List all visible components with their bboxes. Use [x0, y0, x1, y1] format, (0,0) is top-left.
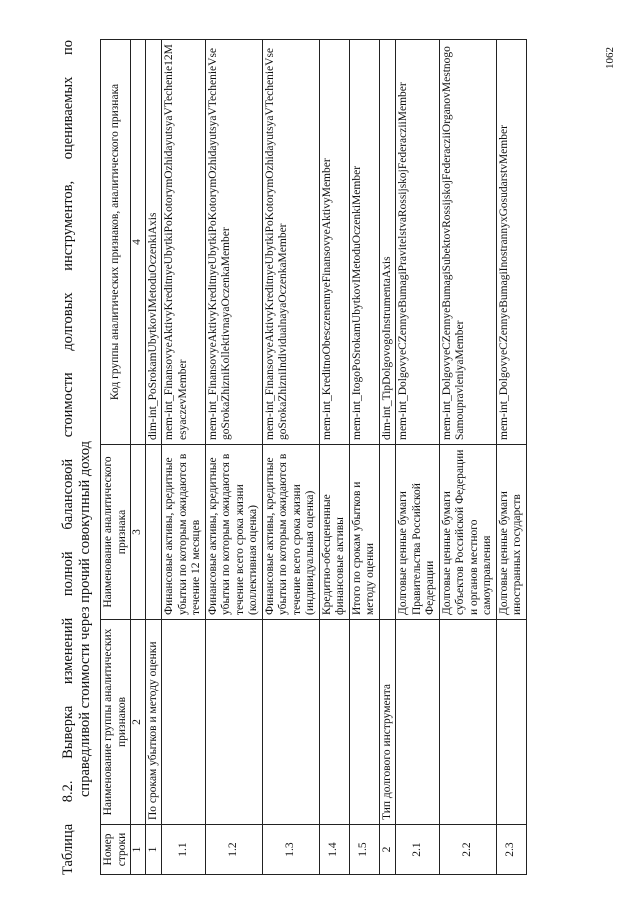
table-header-row	[101, 40, 131, 875]
row-number: 1.5	[349, 825, 379, 875]
reconciliation-table	[100, 39, 527, 875]
row-number: 1.1	[162, 825, 206, 875]
group-name	[262, 620, 319, 825]
caption-line-2: справедливой стоимости через прочий совокупный доход	[77, 440, 93, 797]
header-code: Код группы аналитических признаков, аналитического признака	[101, 40, 131, 445]
code: mem-int_FinansovyeAktivyKreditnyeUbytkiPoKotorymOzhidayutsyaVTechenieVsegoSrokaZhizniIndividualnayaOczenkaMember	[262, 40, 319, 445]
header-row-number: Номер строки	[101, 825, 131, 875]
feature-name: Долговые ценные бумаги Правительства Российской Федерации	[396, 445, 440, 620]
code: dim-int_TipDolgovogoInstrumentaAxis	[379, 40, 396, 445]
table-row	[205, 40, 262, 875]
feature-name: Долговые ценные бумаги иностранных государств	[496, 445, 526, 620]
table-caption	[60, 40, 94, 875]
code: dim-int_PoSrokamUbytkovIMetoduOczenkiAxis	[145, 40, 162, 445]
code: mem-int_FinansovyeAktivyKreditnyeUbytkiPoKotorymOzhidayutsyaVTechenieVsegoSrokaZhizniKollektivnayaOczenkaMember	[205, 40, 262, 445]
feature-name	[379, 445, 396, 620]
group-name: Тип долгового инструмента	[379, 620, 396, 825]
code: mem-int_FinansovyeAktivyKreditnyeUbytkiPoKotorymOzhidayutsyaVTechenie12MesyaczevMember	[162, 40, 206, 445]
feature-name: Итого по срокам убытков и методу оценки	[349, 445, 379, 620]
feature-name: Финансовые активы, кредитные убытки по которым ожидаются в течение всего срока жизни (индивидуальная оценка)	[262, 445, 319, 620]
code: mem-int_ItogoPoSrokamUbytkovIMetoduOczenkiMember	[349, 40, 379, 445]
group-name	[496, 620, 526, 825]
rotated-page-content	[60, 40, 560, 875]
table-row	[349, 40, 379, 875]
group-name	[439, 620, 496, 825]
feature-name: Кредитно-обесцененные финансовые активы	[319, 445, 349, 620]
table-row	[319, 40, 349, 875]
table-row	[439, 40, 496, 875]
group-name	[349, 620, 379, 825]
group-name	[205, 620, 262, 825]
group-name	[162, 620, 206, 825]
row-number: 1	[145, 825, 162, 875]
caption-line-1: Таблица 8.2. Выверка изменений полной балансовой стоимости долговых инструментов, оцениваемых по	[60, 40, 76, 875]
header-feature-name: Наименование аналитического признака	[101, 445, 131, 620]
group-name: По срокам убытков и методу оценки	[145, 620, 162, 825]
code: mem-int_KreditnoObesczenennyeFinansovyeAktivyMember	[319, 40, 349, 445]
code: mem-int_DolgovyeCZennyeBumagiInostrannyxGosudarstvMember	[496, 40, 526, 445]
feature-name: Долговые ценные бумаги субъектов Российской Федерации и органов местного самоуправления	[439, 445, 496, 620]
feature-name: Финансовые активы, кредитные убытки по которым ожидаются в течение всего срока жизни (коллективная оценка)	[205, 445, 262, 620]
table-index-row	[131, 40, 146, 875]
code: mem-int_DolgovyeCZennyeBumagiPravitelstvaRossijskojFederacziiMember	[396, 40, 440, 445]
feature-name	[145, 445, 162, 620]
index-cell: 2	[131, 620, 146, 825]
table-row	[396, 40, 440, 875]
group-name	[396, 620, 440, 825]
row-number: 2	[379, 825, 396, 875]
page-number: 1062	[604, 47, 616, 69]
table-row	[162, 40, 206, 875]
index-cell: 3	[131, 445, 146, 620]
index-cell: 4	[131, 40, 146, 445]
row-number: 1.3	[262, 825, 319, 875]
group-name	[319, 620, 349, 825]
table-row	[379, 40, 396, 875]
code: mem-int_DolgovyeCZennyeBumagiSubektovRossijskojFederacziiOrganovMestnogoSamoupravleniyaMember	[439, 40, 496, 445]
table-row	[496, 40, 526, 875]
row-number: 1.2	[205, 825, 262, 875]
row-number: 2.2	[439, 825, 496, 875]
table-row	[145, 40, 162, 875]
row-number: 1.4	[319, 825, 349, 875]
header-group-name: Наименование группы аналитических признаков	[101, 620, 131, 825]
index-cell: 1	[131, 825, 146, 875]
table-row	[262, 40, 319, 875]
row-number: 2.1	[396, 825, 440, 875]
feature-name: Финансовые активы, кредитные убытки по которым ожидаются в течение 12 месяцев	[162, 445, 206, 620]
row-number: 2.3	[496, 825, 526, 875]
